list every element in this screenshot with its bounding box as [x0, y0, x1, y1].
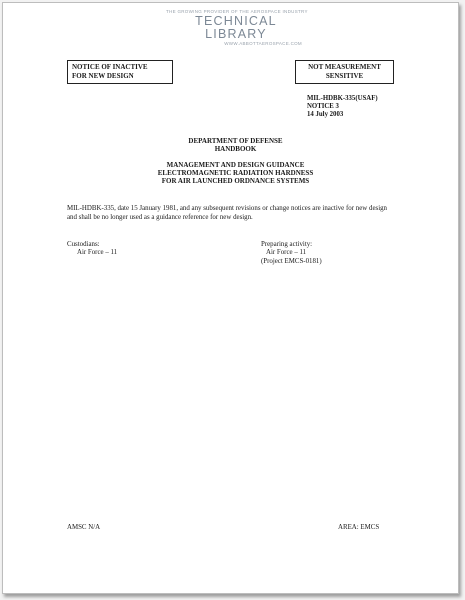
custodians-label: Custodians: — [67, 241, 100, 248]
logo-brand: TECHNICAL LIBRARY — [195, 14, 277, 41]
preparing-activity-block — [261, 241, 322, 266]
title-line1: MANAGEMENT AND DESIGN GUIDANCE — [166, 161, 305, 169]
technical-library-logo — [166, 9, 308, 46]
title-line2: ELECTROMAGNETIC RADIATION HARDNESS — [157, 169, 314, 178]
document-page — [2, 2, 459, 594]
logo-tagline: THE GROWING PROVIDER OF THE AEROSPACE INDUSTRY — [166, 9, 308, 14]
custodians-block — [67, 241, 117, 258]
area-footer: AREA: EMCS — [338, 524, 380, 531]
preparing-activity-value: Air Force – 11 — [266, 249, 307, 257]
custodians-value: Air Force – 11 — [77, 249, 118, 257]
preparing-activity-label: Preparing activity: — [261, 241, 313, 248]
notice-date: 14 July 2003 — [307, 111, 344, 119]
heading-line1: DEPARTMENT OF DEFENSE — [188, 137, 283, 145]
title-line3: FOR AIR LAUNCHED ORDNANCE SYSTEMS — [161, 177, 310, 186]
preparing-activity-project: (Project EMCS-0181) — [261, 257, 322, 265]
notice-box-line1: NOTICE OF INACTIVE — [72, 63, 148, 71]
sensitivity-box-line1: NOT MEASUREMENT — [308, 63, 381, 71]
document-heading — [103, 137, 368, 153]
sensitivity-box-line2: SENSITIVE — [325, 71, 364, 80]
measurement-sensitivity-box — [295, 60, 394, 84]
logo-url: WWW.ABBOTTAEROSPACE.COM — [224, 41, 302, 46]
body-paragraph: MIL-HDBK-335, date 15 January 1981, and any subsequent revisions or change notices are inactive for new design and shall be no longer used as a guidance reference for new design. — [67, 205, 387, 221]
document-title — [103, 161, 368, 186]
amsc-footer: AMSC N/A — [67, 524, 101, 531]
document-number: MIL-HDBK-335(USAF) — [307, 95, 378, 102]
notice-of-inactive-box — [67, 60, 173, 84]
document-identification — [307, 95, 378, 120]
notice-box-line2: FOR NEW DESIGN — [72, 71, 134, 80]
heading-line2: HANDBOOK — [214, 145, 257, 154]
notice-number: NOTICE 3 — [307, 103, 339, 111]
